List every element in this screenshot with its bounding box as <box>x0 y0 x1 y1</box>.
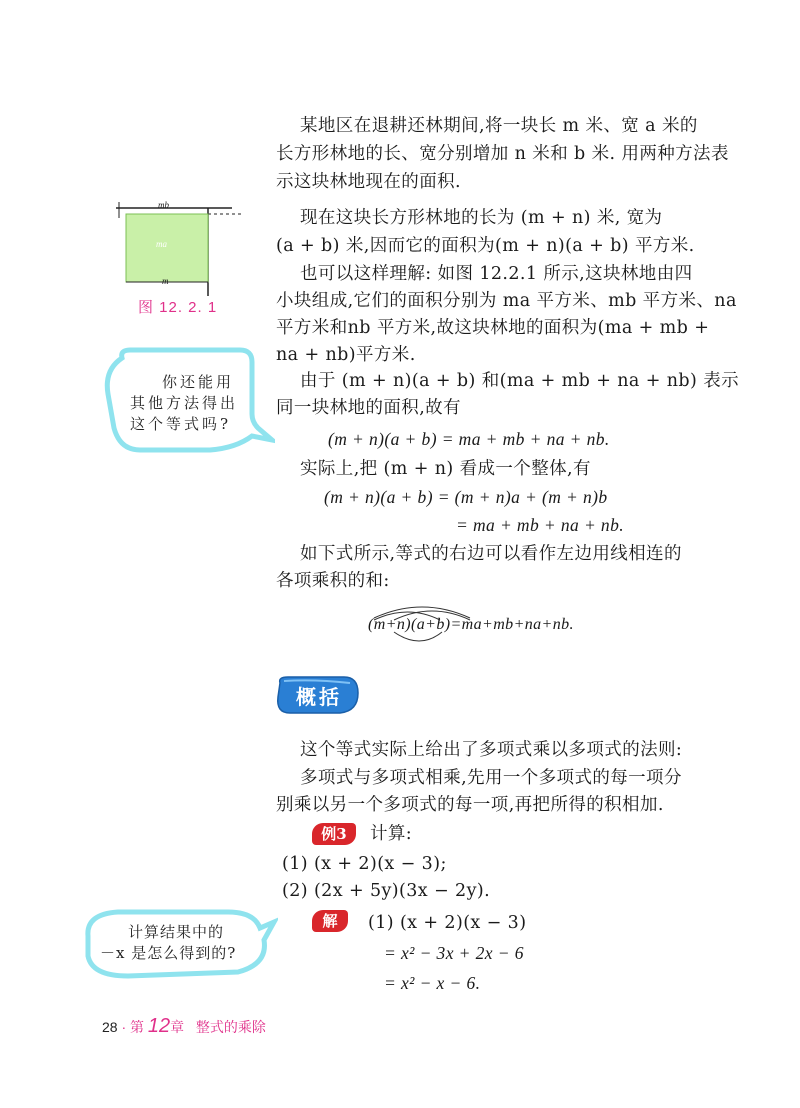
para2-line-4: na + nb)平方米. <box>276 345 416 365</box>
area-figure <box>112 198 246 298</box>
equation-2-line-2: = ma + mb + na + nb. <box>456 515 625 535</box>
solution-badge: 解 <box>312 910 348 932</box>
para2-line-2: 小块组成,它们的面积分别为 ma 平方米、mb 平方米、na <box>276 291 737 311</box>
para5-line-2: 各项乘积的和: <box>276 571 390 591</box>
summary-heading: 概括 <box>296 685 342 709</box>
chapter-suffix: 章 <box>170 1019 185 1035</box>
figure-caption: 图 12. 2. 1 <box>138 299 218 316</box>
summary-line-3: 别乘以另一个多项式的每一项,再把所得的积相加. <box>276 795 664 815</box>
page-number: 28 <box>102 1019 118 1035</box>
example-prompt: 计算: <box>370 824 413 844</box>
equation-1: (m + n)(a + b) = ma + mb + na + nb. <box>328 429 610 449</box>
intro-line-2: 长方形林地的长、宽分别增加 n 米和 b 米. 用两种方法表 <box>276 144 729 164</box>
para1-line-1: 现在这块长方形林地的长为 (m + n) 米, 宽为 <box>300 208 663 228</box>
para1-line-2: (a + b) 米,因而它的面积为(m + n)(a + b) 平方米. <box>276 236 695 256</box>
intro-line-3: 示这块林地现在的面积. <box>276 172 461 192</box>
figure-bottom-label: m <box>162 276 169 286</box>
chapter-prefix: · 第 <box>121 1019 145 1035</box>
figure-top-label: mb <box>158 200 169 210</box>
arc-equation: (m+n)(a+b)=ma+mb+na+nb. <box>368 616 574 633</box>
solution-line-2: = x² − 3x + 2x − 6 <box>384 943 524 963</box>
bubble2-line-2: －x 是怎么得到的? <box>100 944 237 962</box>
summary-line-2: 多项式与多项式相乘,先用一个多项式的每一项分 <box>300 768 682 788</box>
bubble2-line-1: 计算结果中的 <box>128 923 225 941</box>
intro-line-1: 某地区在退耕还林期间,将一块长 m 米、宽 a 米的 <box>300 116 698 136</box>
bubble1-line-3: 这个等式吗? <box>130 415 232 433</box>
example-badge: 例3 <box>312 823 356 845</box>
example-item-1: (1) (x + 2)(x − 3); <box>282 854 447 874</box>
para4: 实际上,把 (m + n) 看成一个整体,有 <box>300 459 591 479</box>
para3-line-1: 由于 (m + n)(a + b) 和(ma + mb + na + nb) 表示 <box>300 371 739 391</box>
summary-line-1: 这个等式实际上给出了多项式乘以多项式的法则: <box>300 740 683 760</box>
para5-line-1: 如下式所示,等式的右边可以看作左边用线相连的 <box>300 544 682 564</box>
figure-center-label: ma <box>156 239 167 249</box>
para3-line-2: 同一块林地的面积,故有 <box>276 398 461 418</box>
para2-line-1: 也可以这样理解: 如图 12.2.1 所示,这块林地由四 <box>300 264 693 284</box>
page-footer <box>102 1015 266 1038</box>
para2-line-3: 平方米和nb 平方米,故这块林地的面积为(ma + mb + <box>276 318 710 338</box>
bubble1-line-1: 你还能用 <box>162 373 235 391</box>
example-item-2: (2) (2x + 5y)(3x − 2y). <box>282 881 491 901</box>
chapter-number: 12 <box>147 1015 171 1037</box>
bubble1-line-2: 其他方法得出 <box>130 394 239 412</box>
equation-2-line-1: (m + n)(a + b) = (m + n)a + (m + n)b <box>324 487 608 507</box>
solution-line-3: = x² − x − 6. <box>384 973 481 993</box>
chapter-title: 整式的乘除 <box>195 1019 266 1035</box>
solution-line-1: (1) (x + 2)(x − 3) <box>368 913 527 933</box>
